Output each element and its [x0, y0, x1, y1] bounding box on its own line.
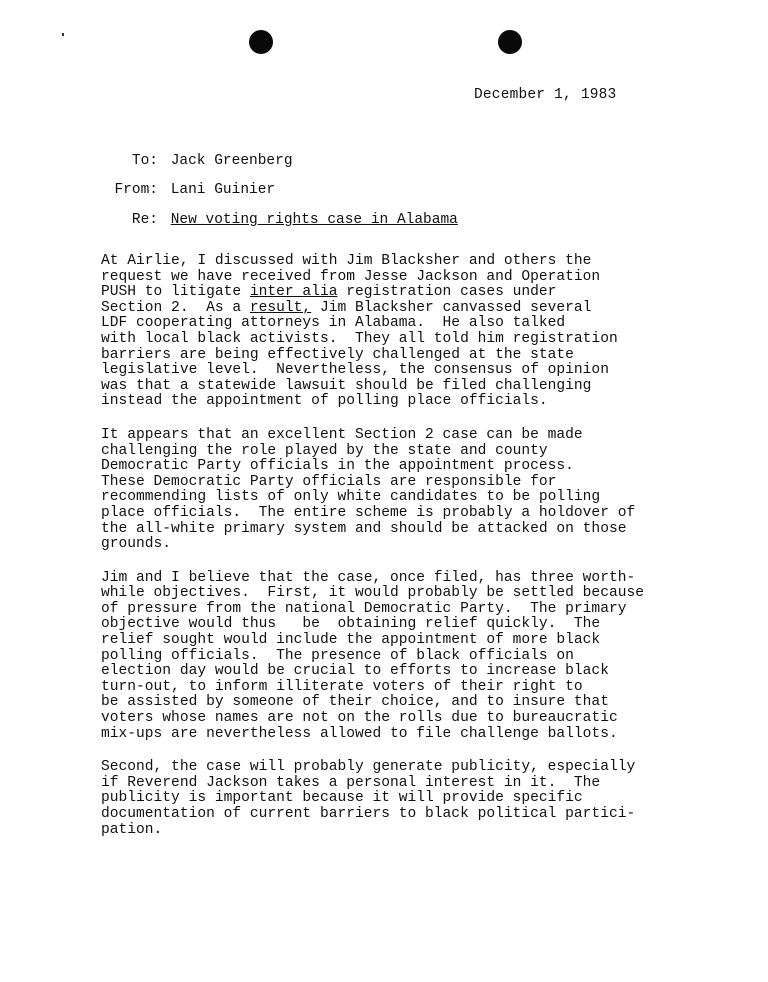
paragraph-line: These Democratic Party officials are responsible for	[101, 473, 557, 490]
paragraph-line: Jim and I believe that the case, once filed, has three worth-	[101, 569, 636, 586]
paragraph-line: challenging the role played by the state and county	[101, 442, 548, 459]
header-to	[96, 153, 293, 169]
paragraph-line: the all-white primary system and should be attacked on those	[101, 520, 627, 537]
paragraph-line: pation.	[101, 821, 163, 838]
paragraph-line: recommending lists of only white candidates to be polling	[101, 489, 601, 506]
underlined-phrase: inter alia	[249, 284, 338, 301]
paragraph-line: documentation of current barriers to black political partici-	[101, 806, 636, 822]
from-label: From:	[114, 182, 158, 198]
paragraph-line: publicity is important because it will provide specific	[101, 790, 583, 807]
from-value: Lani Guinier	[170, 182, 276, 198]
paragraph-line: mix-ups are nevertheless allowed to file challenge ballots.	[101, 725, 618, 742]
paragraph-line: if Reverend Jackson takes a personal interest in it. The	[101, 774, 601, 791]
header-re	[96, 212, 458, 228]
paragraph-line: Second, the case will probably generate publicity, especially	[101, 759, 636, 776]
paragraph-line: voters whose names are not on the rolls due to bureaucratic	[101, 710, 618, 727]
paragraph-line: turn-out, to inform illiterate voters of their right to	[101, 678, 583, 695]
scan-speck	[62, 33, 64, 36]
memo-body	[101, 254, 701, 856]
paragraph-line: with local black activists. They all told him registration	[101, 330, 618, 347]
paragraph-line: while objectives. First, it would probably be settled because	[101, 585, 644, 602]
paragraph-line: PUSH to litigate inter alia registration cases under	[101, 284, 557, 301]
punch-hole-right	[498, 30, 522, 54]
paragraph-line: Democratic Party officials in the appointment process.	[101, 458, 574, 475]
underlined-phrase: result,	[249, 299, 312, 316]
paragraph-line: grounds.	[101, 536, 172, 553]
paragraph-line: was that a statewide lawsuit should be filed challenging	[101, 377, 592, 394]
memo-date: December 1, 1983	[474, 87, 617, 103]
punch-hole-left	[249, 30, 273, 54]
paragraph-line: election day would be crucial to efforts to increase black	[101, 663, 609, 680]
to-value: Jack Greenberg	[170, 153, 293, 169]
paragraph-line: of pressure from the national Democratic Party. The primary	[101, 600, 627, 617]
memo-paragraph	[101, 428, 701, 553]
memo-paragraph	[101, 254, 701, 410]
to-label: To:	[131, 153, 158, 169]
re-value: New voting rights case in Alabama	[170, 212, 458, 228]
re-label: Re:	[131, 212, 158, 228]
memo-paragraph	[101, 571, 701, 743]
paragraph-line: be assisted by someone of their choice, and to insure that	[101, 694, 609, 711]
paragraph-line: polling officials. The presence of black officials on	[101, 647, 574, 664]
paragraph-line: relief sought would include the appointment of more black	[101, 632, 601, 649]
paragraph-line: legislative level. Nevertheless, the consensus of opinion	[101, 362, 609, 379]
paragraph-line: LDF cooperating attorneys in Alabama. He also talked	[101, 315, 566, 332]
paragraph-line: place officials. The entire scheme is probably a holdover of	[101, 504, 636, 521]
paragraph-line: Section 2. As a result, Jim Blacksher canvassed several	[101, 299, 592, 316]
paragraph-line: At Airlie, I discussed with Jim Blacksher and others the	[101, 253, 592, 269]
paragraph-line: barriers are being effectively challenged at the state	[101, 346, 574, 363]
memo-paragraph	[101, 760, 701, 838]
paragraph-line: objective would thus be obtaining relief quickly. The	[101, 616, 601, 633]
paragraph-line: instead the appointment of polling place officials.	[101, 393, 548, 410]
paragraph-line: request we have received from Jesse Jackson and Operation	[101, 268, 601, 285]
header-from	[96, 182, 275, 198]
paragraph-line: It appears that an excellent Section 2 case can be made	[101, 426, 583, 443]
